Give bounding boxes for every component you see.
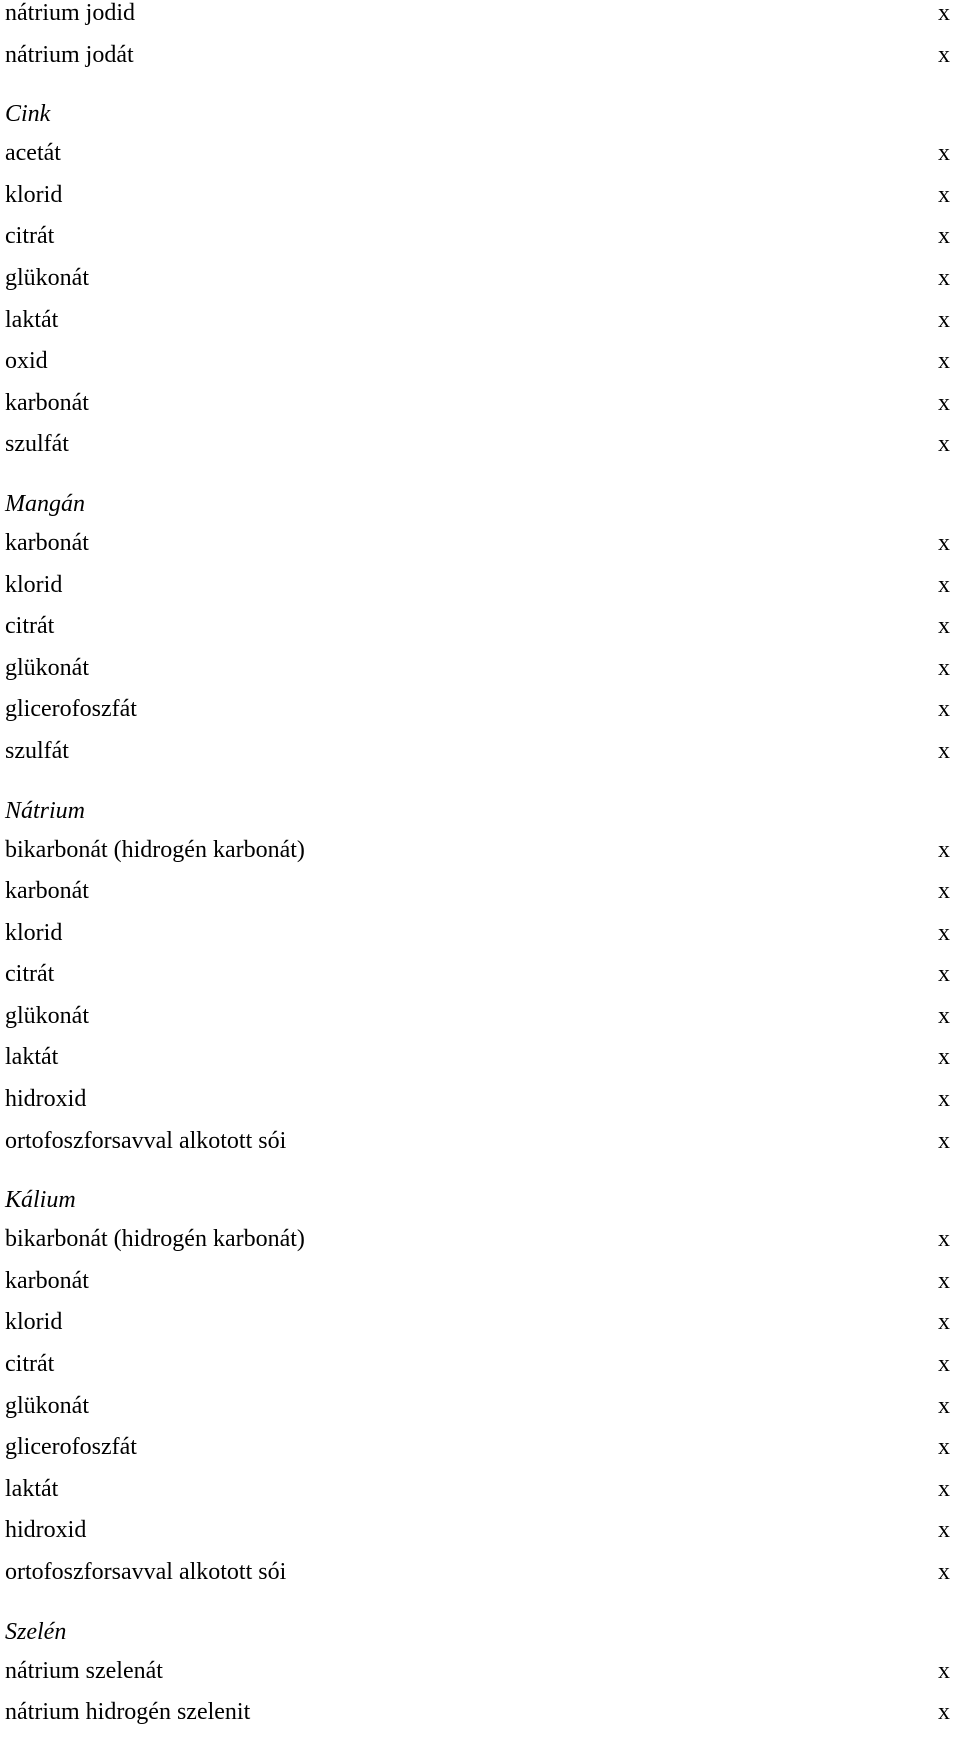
permitted-mark: x bbox=[938, 696, 950, 723]
list-item bbox=[0, 390, 960, 432]
substance-name: citrát bbox=[5, 961, 55, 988]
substance-name: szulfát bbox=[5, 737, 69, 764]
list-item bbox=[0, 1434, 960, 1476]
permitted-mark: x bbox=[938, 264, 950, 291]
list-item bbox=[0, 920, 960, 962]
group-title: Nátrium bbox=[5, 797, 86, 824]
list-item bbox=[0, 1309, 960, 1351]
list-item bbox=[0, 0, 960, 42]
substance-name: citrát bbox=[5, 1351, 55, 1378]
permitted-mark: x bbox=[938, 654, 950, 681]
substance-name: glükonát bbox=[5, 264, 89, 291]
permitted-mark: x bbox=[938, 571, 950, 598]
permitted-mark: x bbox=[938, 389, 950, 416]
permitted-mark: x bbox=[938, 1392, 950, 1419]
permitted-mark: x bbox=[938, 1475, 950, 1502]
group-cink bbox=[0, 83, 960, 473]
substance-name: ortofoszforsavval alkotott sói bbox=[5, 1127, 287, 1154]
permitted-mark: x bbox=[938, 737, 950, 764]
permitted-mark: x bbox=[938, 1559, 950, 1585]
list-item bbox=[0, 696, 960, 738]
permitted-mark: x bbox=[938, 1351, 950, 1378]
permitted-mark: x bbox=[938, 613, 950, 640]
permitted-mark: x bbox=[938, 181, 950, 208]
substance-name: klorid bbox=[5, 919, 63, 946]
substance-name: klorid bbox=[5, 181, 63, 208]
permitted-mark: x bbox=[938, 41, 950, 68]
permitted-mark: x bbox=[938, 1127, 950, 1154]
group-heading bbox=[0, 83, 960, 140]
group-szelen bbox=[0, 1601, 960, 1741]
substance-name: nátrium jodát bbox=[5, 41, 134, 68]
substance-name: karbonát bbox=[5, 529, 89, 556]
permitted-mark: x bbox=[938, 961, 950, 988]
substance-name: nátrium szelenát bbox=[5, 1657, 163, 1684]
substance-name: bikarbonát (hidrogén karbonát) bbox=[5, 1226, 305, 1253]
substance-name: oxid bbox=[5, 348, 48, 375]
substance-name: nátrium hidrogén szelenit bbox=[5, 1699, 251, 1726]
substance-name: szulfát bbox=[5, 431, 69, 458]
permitted-mark: x bbox=[938, 1517, 950, 1544]
group-natrium bbox=[0, 780, 960, 1170]
substance-name: karbonát bbox=[5, 389, 89, 416]
list-item bbox=[0, 738, 960, 780]
permitted-mark: x bbox=[938, 1267, 950, 1294]
list-item bbox=[0, 655, 960, 697]
permitted-mark: x bbox=[938, 431, 950, 458]
permitted-mark: x bbox=[938, 1086, 950, 1113]
substance-name: acetát bbox=[5, 140, 61, 167]
list-item bbox=[0, 182, 960, 224]
list-item bbox=[0, 1476, 960, 1518]
group-title: Mangán bbox=[5, 490, 85, 517]
list-item bbox=[0, 1393, 960, 1435]
group-title: Kálium bbox=[5, 1187, 76, 1214]
substance-name: citrát bbox=[5, 223, 55, 250]
list-item bbox=[0, 1226, 960, 1268]
list-item bbox=[0, 140, 960, 182]
substance-name: klorid bbox=[5, 571, 63, 598]
list-item bbox=[0, 530, 960, 572]
substance-name: laktát bbox=[5, 306, 59, 333]
substance-name: glicerofoszfát bbox=[5, 696, 137, 723]
intro-rows bbox=[0, 0, 960, 83]
permitted-mark: x bbox=[938, 836, 950, 863]
substance-name: laktát bbox=[5, 1044, 59, 1071]
list-item bbox=[0, 613, 960, 655]
group-heading bbox=[0, 1169, 960, 1226]
permitted-mark: x bbox=[938, 1434, 950, 1461]
list-item bbox=[0, 961, 960, 1003]
permitted-mark: x bbox=[938, 223, 950, 250]
permitted-mark: x bbox=[938, 1699, 950, 1726]
list-item bbox=[0, 265, 960, 307]
list-item bbox=[0, 1044, 960, 1086]
group-kalium bbox=[0, 1169, 960, 1600]
group-heading bbox=[0, 1601, 960, 1658]
substance-name: karbonát bbox=[5, 878, 89, 905]
permitted-mark: x bbox=[938, 1657, 950, 1684]
substance-name: klorid bbox=[5, 1309, 63, 1336]
permitted-mark: x bbox=[938, 1002, 950, 1029]
list-item bbox=[0, 572, 960, 614]
permitted-mark: x bbox=[938, 529, 950, 556]
substance-name: hidroxid bbox=[5, 1086, 87, 1113]
list-item bbox=[0, 223, 960, 265]
group-heading bbox=[0, 473, 960, 530]
permitted-mark: x bbox=[938, 1044, 950, 1071]
permitted-mark: x bbox=[938, 919, 950, 946]
list-item bbox=[0, 1351, 960, 1393]
permitted-mark: x bbox=[938, 1226, 950, 1253]
list-item bbox=[0, 348, 960, 390]
substance-name: glükonát bbox=[5, 654, 89, 681]
substance-name: glicerofoszfát bbox=[5, 1434, 137, 1461]
substance-name: hidroxid bbox=[5, 1517, 87, 1544]
list-item bbox=[0, 878, 960, 920]
list-item bbox=[0, 1128, 960, 1170]
substance-name: nátrium jodid bbox=[5, 0, 135, 26]
permitted-mark: x bbox=[938, 140, 950, 167]
permitted-mark: x bbox=[938, 1309, 950, 1336]
list-item bbox=[0, 42, 960, 84]
group-title: Szelén bbox=[5, 1618, 67, 1645]
substance-name: glükonát bbox=[5, 1002, 89, 1029]
list-item bbox=[0, 1699, 960, 1741]
permitted-mark: x bbox=[938, 878, 950, 905]
list-item bbox=[0, 307, 960, 349]
list-item bbox=[0, 1003, 960, 1045]
permitted-mark: x bbox=[938, 0, 950, 26]
substance-name: karbonát bbox=[5, 1267, 89, 1294]
list-item bbox=[0, 1559, 960, 1601]
substance-name: laktát bbox=[5, 1475, 59, 1502]
group-mangan bbox=[0, 473, 960, 780]
group-title: Cink bbox=[5, 101, 51, 128]
substance-name: glükonát bbox=[5, 1392, 89, 1419]
permitted-mark: x bbox=[938, 306, 950, 333]
list-item bbox=[0, 837, 960, 879]
permitted-mark: x bbox=[938, 348, 950, 375]
substance-name: ortofoszforsavval alkotott sói bbox=[5, 1559, 287, 1585]
list-item bbox=[0, 1268, 960, 1310]
group-heading bbox=[0, 780, 960, 837]
substance-name: bikarbonát (hidrogén karbonát) bbox=[5, 836, 305, 863]
list-item bbox=[0, 431, 960, 473]
substance-name: citrát bbox=[5, 613, 55, 640]
